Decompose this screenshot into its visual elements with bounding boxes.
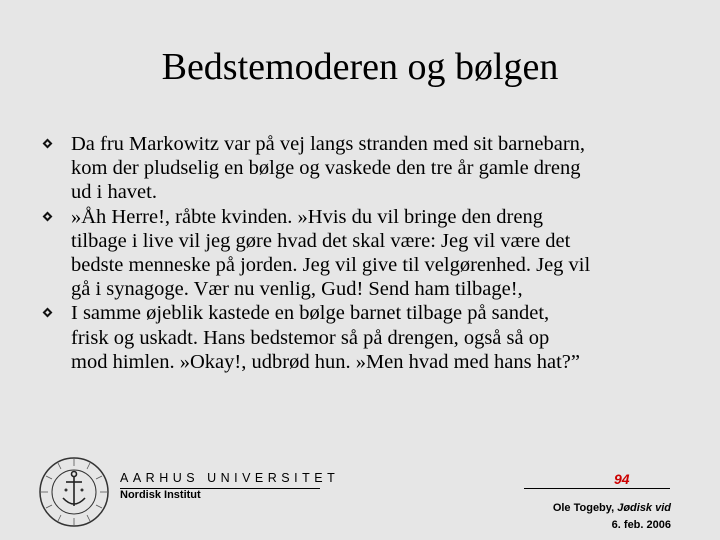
bullet-line: frisk og uskadt. Hans bedstemor så på drengen, også så op xyxy=(71,326,550,349)
institute-name: Nordisk Institut xyxy=(120,489,201,501)
university-name: AARHUS UNIVERSITET xyxy=(120,471,340,485)
date: 6. feb. 2006 xyxy=(611,519,671,531)
bullet-line: kom der pludselig en bølge og vaskede den tre år gamle dreng xyxy=(71,157,581,180)
page-number: 94 xyxy=(614,471,630,487)
bullet-marker-icon xyxy=(43,211,53,221)
author-credit xyxy=(553,502,671,514)
bullet-list xyxy=(44,132,694,374)
bullet-line: bedste menneske på jorden. Jeg vil give til velgørenhed. Jeg vil xyxy=(71,254,591,277)
bullet-marker-icon xyxy=(43,139,53,149)
divider xyxy=(524,488,670,489)
bullet-line: I samme øjeblik kastede en bølge barnet tilbage på sandet, xyxy=(71,302,550,325)
university-seal-icon xyxy=(38,456,110,528)
bullet-item xyxy=(44,132,694,205)
bullet-line: mod himlen. »Okay!, udbrød hun. »Men hvad med hans hat?” xyxy=(71,350,580,373)
bullet-line: Da fru Markowitz var på vej langs stranden med sit barnebarn, xyxy=(71,133,586,155)
bullet-line: ud i havet. xyxy=(71,181,157,204)
bullet-line: »Åh Herre!, råbte kvinden. »Hvis du vil bringe den dreng xyxy=(71,205,543,228)
bullet-item xyxy=(44,205,694,302)
bullet-marker-icon xyxy=(43,308,53,318)
bullet-line: gå i synagoge. Vær nu venlig, Gud! Send ham tilbage!, xyxy=(71,278,523,301)
bullet-item xyxy=(44,301,694,374)
bullet-line: tilbage i live vil jeg gøre hvad det skal være: Jeg vil være det xyxy=(71,229,571,252)
slide-title: Bedstemoderen og bølgen xyxy=(161,46,559,88)
author-work-title: Jødisk vid xyxy=(617,502,671,514)
author-name: Ole Togeby, xyxy=(552,502,618,514)
